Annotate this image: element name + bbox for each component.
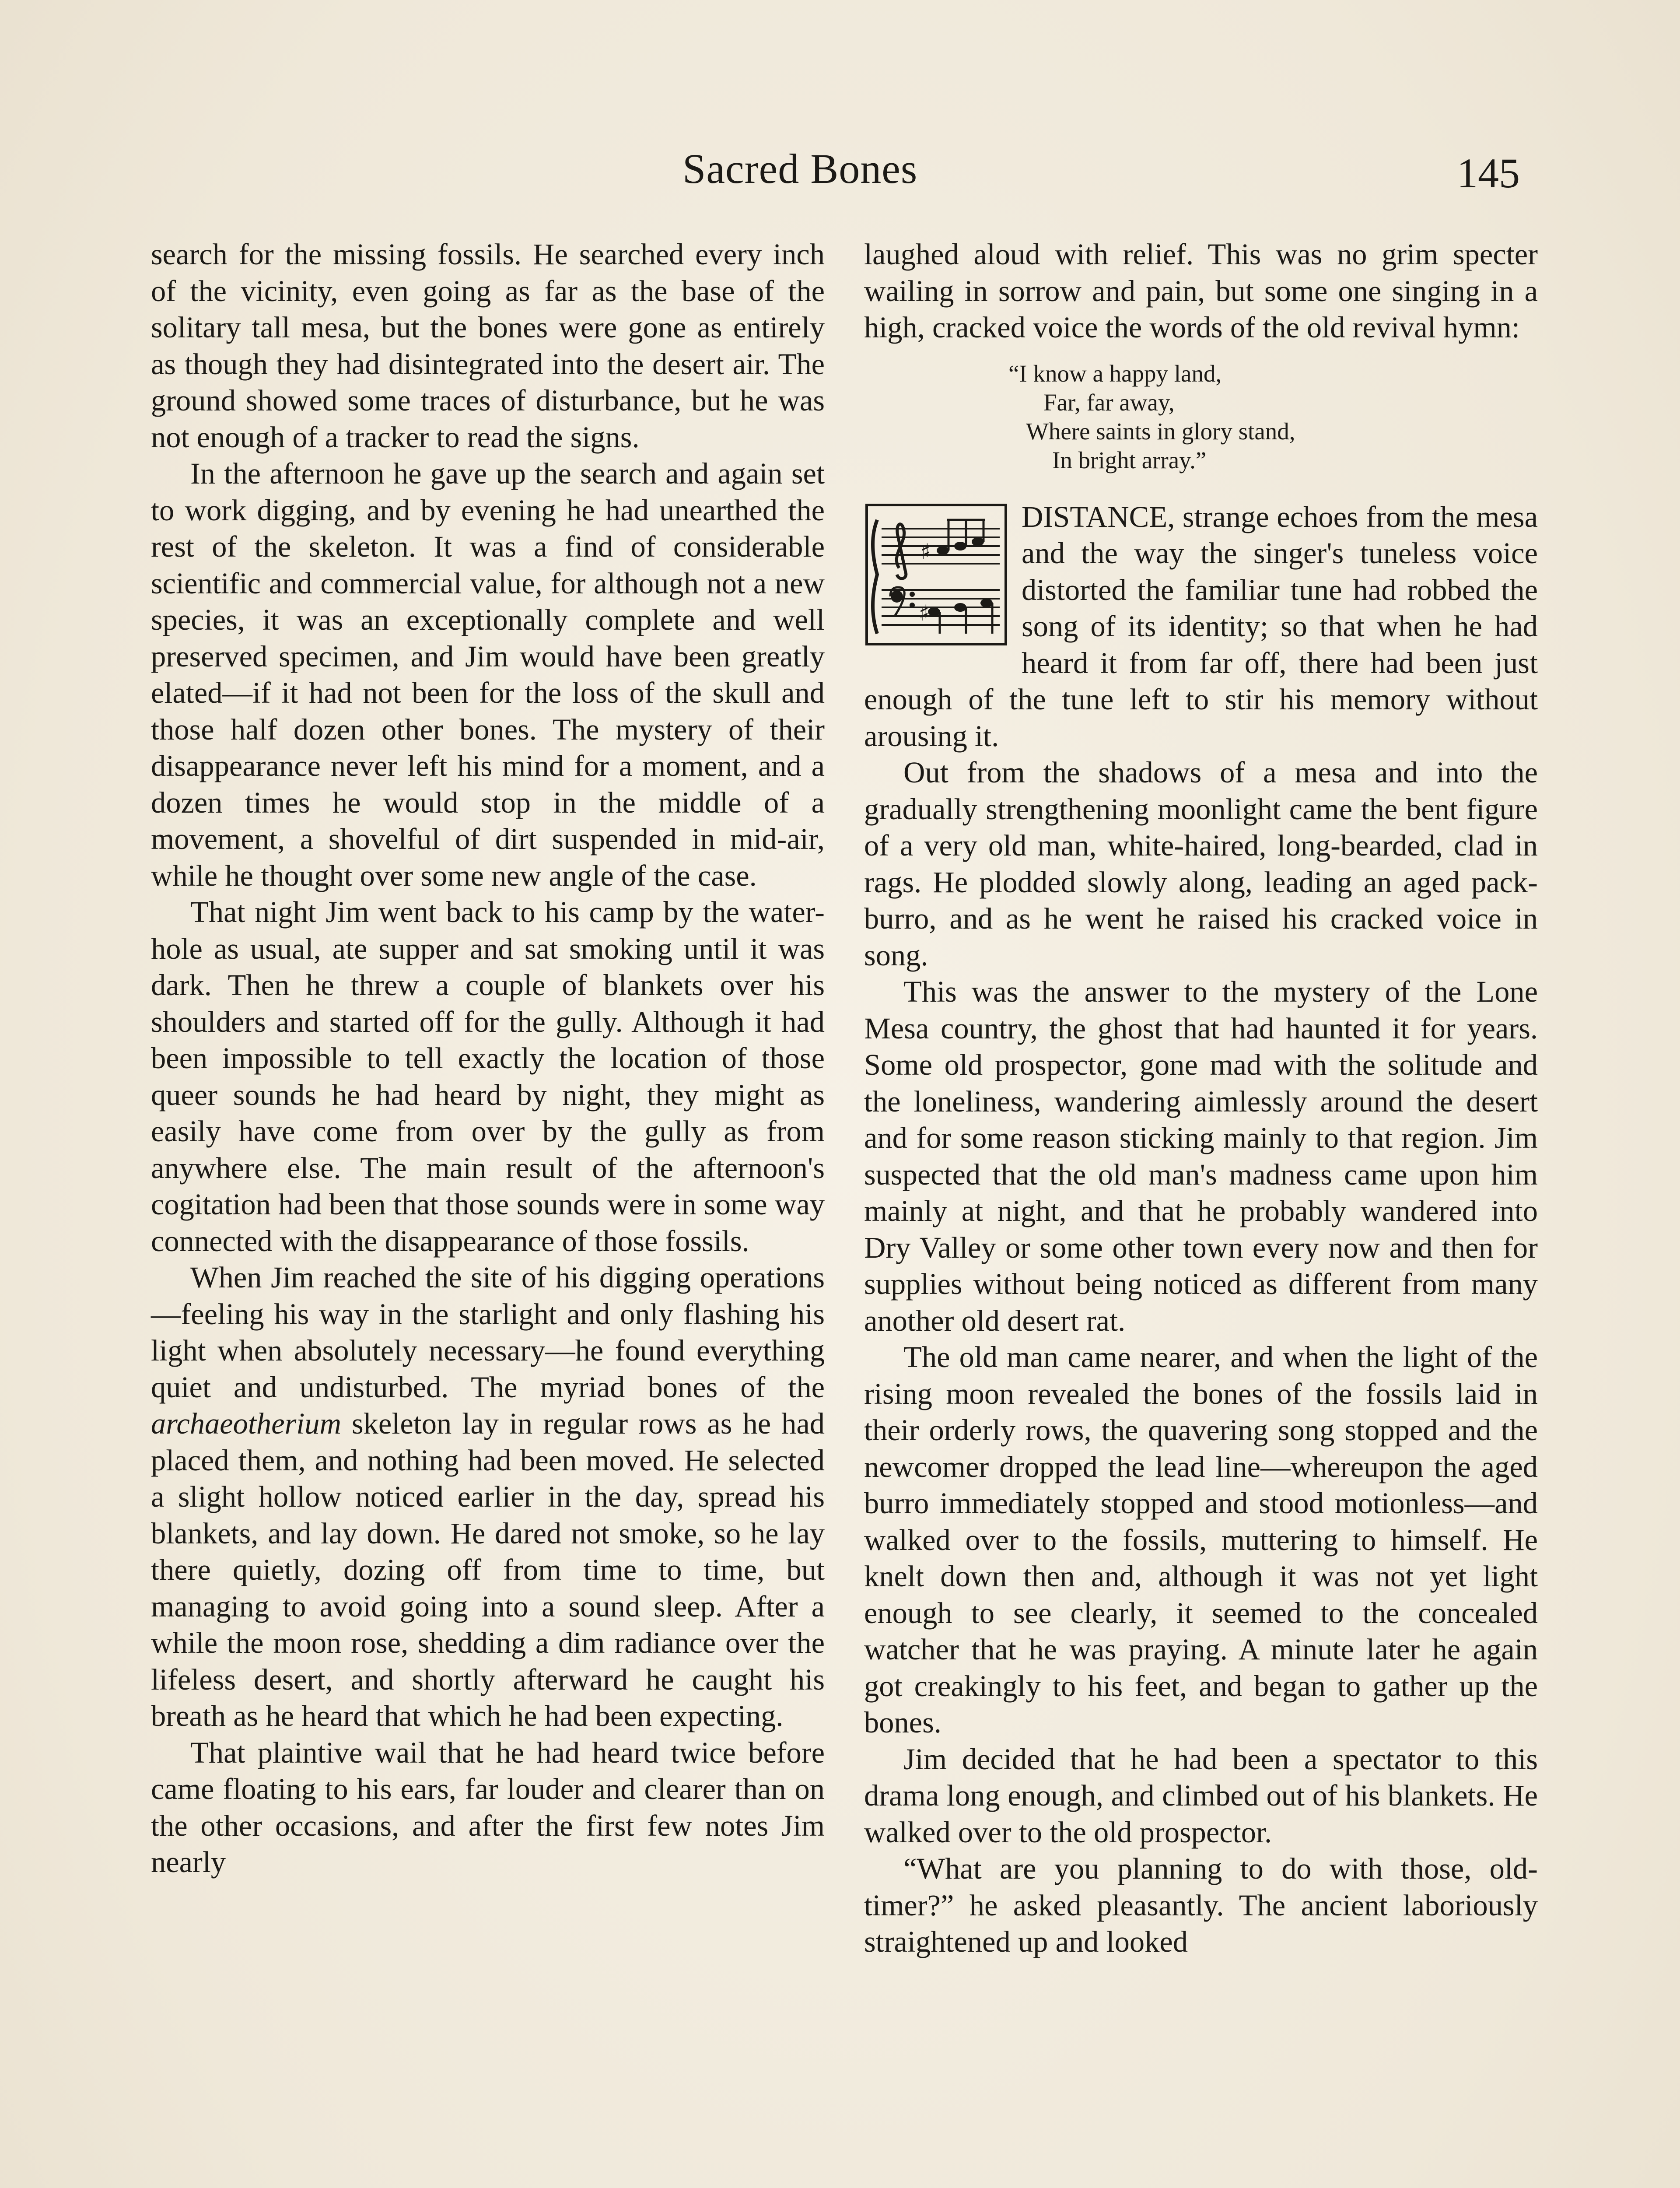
svg-text:♯: ♯ (919, 600, 930, 626)
hymn-line: Where saints in glory stand, (1026, 417, 1295, 445)
paragraph: This was the answer to the mystery of the Lone Mesa country, the ghost that had haunted it for years. Some old prospector, gone mad with the solitude and the loneliness, wandering aimlessly around the desert and for some reason sticking mainly to that region. Jim suspected that the old man's madness came upon him mainly at night, and that he probably wandered into Dry Valley or some other town every now and then for supplies without being noticed as different from many another old desert rat. (864, 975, 1538, 1337)
hymn-line: In bright array.” (1052, 446, 1207, 473)
svg-text:♯: ♯ (920, 539, 931, 565)
hymn-verse (1008, 359, 1538, 475)
paragraph: Out from the shadows of a mesa and into the gradually strengthening moonlight came the bent figure of a very old man, white-haired, long-bearded, clad in rags. He plodded slowly along, leading an aged pack-burro, and as he went he raised his cracked voice in song. (864, 756, 1538, 972)
hymn-line: Far, far away, (1043, 389, 1175, 416)
paragraph (151, 1259, 825, 1735)
species-name: archaeotherium (151, 1407, 342, 1440)
paragraph-text: When Jim reached the site of his digging operations—feeling his way in the starlight and only flashing his light when absolutely necessary—he found everything quiet and undisturbed. The myriad bones of the (151, 1261, 825, 1404)
paragraph: Jim decided that he had been a spectator to this drama long enough, and climbed out of his blankets. He walked over to the old prospector. (864, 1742, 1538, 1849)
paragraph: laughed aloud with relief. This was no grim specter wailing in sorrow and pain, but some one singing in a high, cracked voice the words of the old revival hymn: (864, 238, 1538, 344)
running-head: Sacred Bones (682, 145, 918, 192)
page-number: 145 (1457, 150, 1520, 196)
left-column (151, 236, 825, 1881)
paragraph: search for the missing fossils. He searched every inch of the vicinity, even going as far as the base of the solitary tall mesa, but the bones were gone as entirely as though they had disintegrated into the desert air. The ground showed some traces of disturbance, but he was not enough of a tracker to read the signs. (151, 238, 825, 454)
hymn-line: “I know a happy land, (1008, 360, 1222, 387)
music-staff-icon (864, 502, 1008, 647)
paragraph: In the afternoon he gave up the search and again set to work digging, and by evening he had unearthed the rest of the skeleton. It was a find of considerable scientific and commercial value, for although not a new species, it was an exceptionally complete and well preserved specimen, and Jim would have been greatly elated—if it had not been for the loss of the skull and those half dozen other bones. The mystery of their disappearance never left his mind for a moment, and a dozen times he would stop in the middle of a movement, a shovelful of dirt suspended in mid-air, while he thought over some new angle of the case. (151, 457, 825, 892)
paragraph: That plaintive wail that he had heard twice before came floating to his ears, far louder and clearer than on the other occasions, and after the first few notes Jim nearly (151, 1736, 825, 1879)
paragraph-text: skeleton lay in regular rows as he had placed them, and nothing had been moved. He selected a slight hollow noticed earlier in the day, spread his blankets, and lay down. He dared not smoke, so he lay there quietly, dozing off from time to time, but managing to avoid going into a sound sleep. After a while the moon rose, shedding a dim radiance over the lifeless desert, and shortly afterward he caught his breath as he heard that which he had been expecting. (151, 1407, 825, 1732)
right-column (864, 236, 1538, 1960)
paragraph: The old man came nearer, and when the light of the rising moon revealed the bones of the fossils laid in their orderly rows, the quavering song stopped and the newcomer dropped the lead line—whereupon the aged burro immediately stopped and stood motionless—and walked over to the fossils, muttering to himself. He knelt down then and, although it was not yet light enough to see clearly, it seemed to the concealed watcher that he was praying. A minute later he again got creakingly to his feet, and began to gather up the bones. (864, 1340, 1538, 1739)
paragraph: “What are you planning to do with those, old-timer?” he asked pleasantly. The ancient laboriously straightened up and looked (864, 1852, 1538, 1958)
paragraph: That night Jim went back to his camp by the water-hole as usual, ate supper and sat smoking until it was dark. Then he threw a couple of blankets over his shoulders and started off for the gully. Although it had been impossible to tell exactly the location of those queer sounds he had heard by night, they might as easily have come from over by the gully as from anywhere else. The main result of the afternoon's cogitation had been that those sounds were in some way connected with the disappearance of those fossils. (151, 895, 825, 1258)
paragraph: DISTANCE, strange echoes from the mesa and the way the singer's tuneless voice distorted the familiar tune had robbed the song of its identity; so that when he had heard it from far off, there had been just enough of the tune left to stir his memory without arousing it. (864, 500, 1538, 753)
